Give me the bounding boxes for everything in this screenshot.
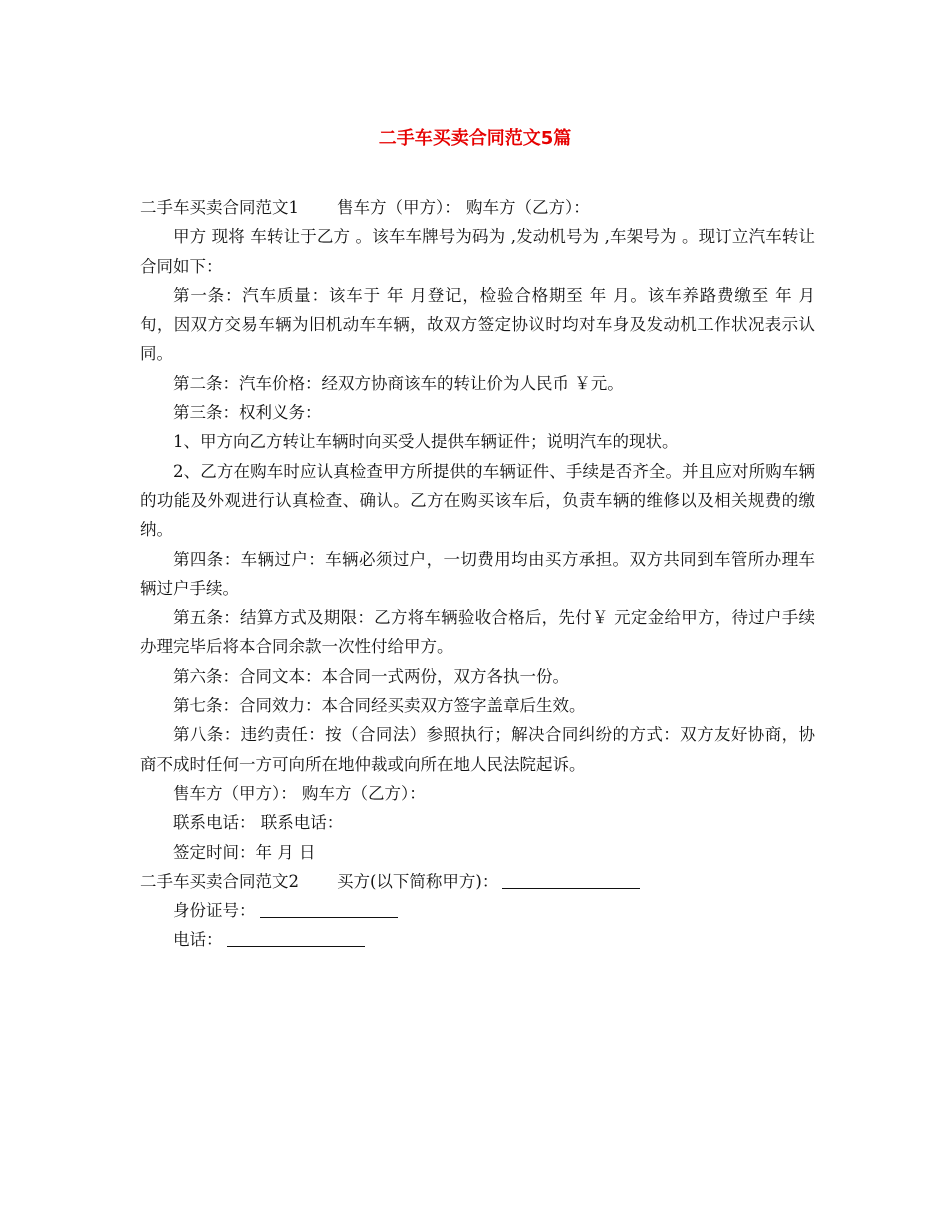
paragraph: 2、乙方在购车时应认真检查甲方所提供的车辆证件、手续是否齐全。并且应对所购车辆的功能及外观进行认真检查、确认。乙方在购买该车后，负责车辆的维修以及相关规费的缴纳。 xyxy=(140,461,815,540)
phone-label: 电话： xyxy=(173,930,223,950)
id-number-blank-line xyxy=(260,899,398,918)
buyer-label: 买方(以下简称甲方)： xyxy=(337,871,499,891)
signing-date: 签定时间：年 月 日 xyxy=(173,842,316,862)
phone-line xyxy=(140,925,815,954)
paragraph: 第四条：车辆过户：车辆必须过户，一切费用均由买方承担。双方共同到车管所办理车辆过户手续。 xyxy=(140,549,815,598)
section-1-heading: 二手车买卖合同范文1 xyxy=(140,198,299,217)
section-1-heading-line xyxy=(140,193,815,222)
paragraph: 第二条：汽车价格：经双方协商该车的转让价为人民币 ￥元。 xyxy=(173,373,624,393)
paragraph: 第八条：违约责任：按（合同法）参照执行；解决合同纠纷的方式：双方友好协商，协商不成时任何一方可向所在地仲裁或向所在地人民法院起诉。 xyxy=(140,725,815,774)
section-2-heading-line xyxy=(140,867,815,896)
paragraph: 甲方 现将 车转让于乙方 。该车车牌号为码为 ,发动机号为 ,车架号为 。现订立汽车转让合同如下： xyxy=(140,227,815,276)
contact-phones: 联系电话： 联系电话： xyxy=(173,813,344,833)
paragraph: 第六条：合同文本：本合同一式两份，双方各执一份。 xyxy=(173,666,569,686)
section-1-parties: 售车方（甲方）： 购车方（乙方）： xyxy=(337,198,590,217)
buyer-blank-line xyxy=(502,870,640,889)
paragraph: 第七条：合同效力：本合同经买卖双方签字盖章后生效。 xyxy=(173,696,586,716)
signature-parties: 售车方（甲方）： 购车方（乙方）： xyxy=(173,783,426,803)
paragraph: 第三条：权利义务： xyxy=(173,403,322,423)
paragraph: 第五条：结算方式及期限：乙方将车辆验收合格后，先付￥ 元定金给甲方，待过户手续办理完毕后将本合同余款一次性付给甲方。 xyxy=(140,608,815,657)
phone-blank-line xyxy=(227,928,365,947)
document-body xyxy=(140,193,815,955)
document-title: 二手车买卖合同范文5篇 xyxy=(378,128,572,149)
paragraph: 第一条：汽车质量：该车于 年 月登记，检验合格期至 年 月。该车养路费缴至 年 月 旬，因双方交易车辆为旧机动车车辆，故双方签定协议时均对车身及发动机工作状况表示认同。 xyxy=(140,285,815,364)
section-2-heading: 二手车买卖合同范文2 xyxy=(140,871,299,891)
id-number-line xyxy=(140,896,815,925)
id-number-label: 身份证号： xyxy=(173,901,256,921)
paragraph: 1、甲方向乙方转让车辆时向买受人提供车辆证件；说明汽车的现状。 xyxy=(173,432,679,452)
